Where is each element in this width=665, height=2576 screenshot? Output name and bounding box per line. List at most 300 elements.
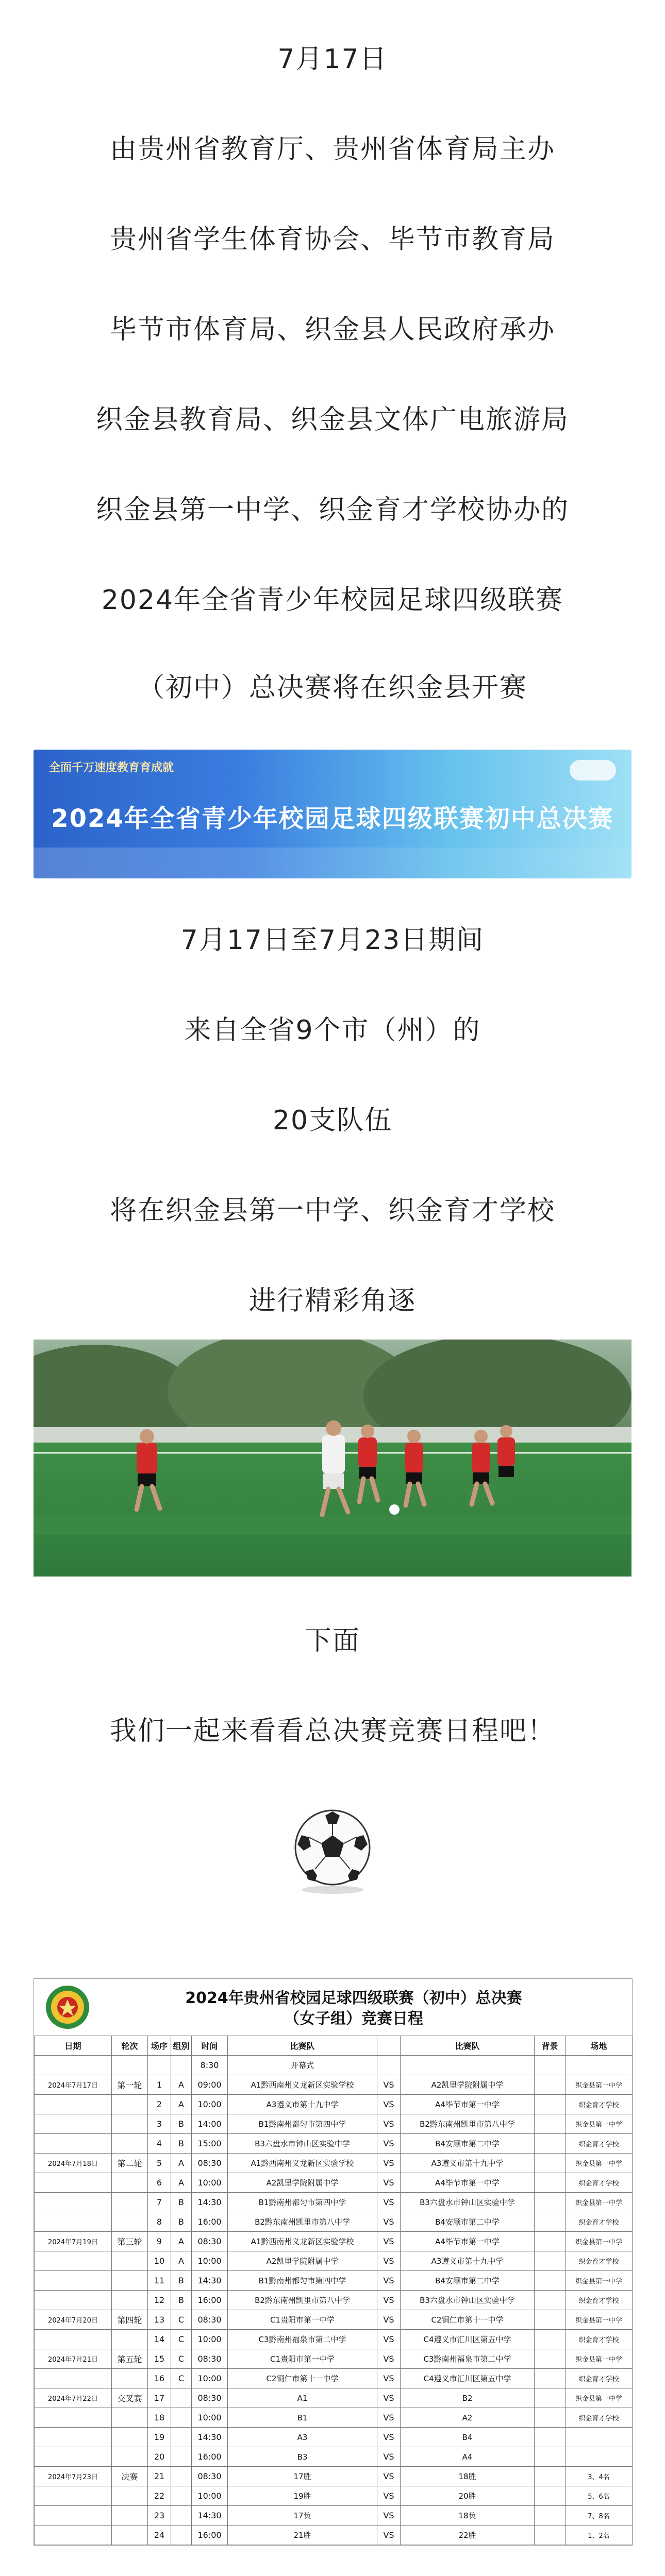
table-row — [35, 2447, 633, 2467]
schedule-table — [34, 2036, 633, 2545]
table-cell: 10:00 — [192, 2369, 228, 2388]
table-cell — [535, 2369, 566, 2388]
table-header-cell: 比赛队 — [401, 2036, 535, 2056]
table-cell — [535, 2193, 566, 2212]
table-cell: A2凯里学院附属中学 — [228, 2251, 377, 2271]
banner-title: 2024年全省青少年校园足球四级联赛初中总决赛 — [51, 804, 614, 833]
table-cell — [35, 2056, 112, 2075]
table-cell — [535, 2408, 566, 2428]
table-cell: 21 — [148, 2467, 171, 2486]
table-cell: 第四轮 — [112, 2310, 148, 2330]
table-cell: 2024年7月17日 — [35, 2075, 112, 2095]
table-cell — [112, 2369, 148, 2388]
table-cell: 10:00 — [192, 2408, 228, 2428]
table-cell: B1黔南州都匀市第四中学 — [228, 2271, 377, 2291]
table-cell: B2 — [401, 2388, 535, 2408]
table-cell: 1 — [148, 2075, 171, 2095]
table-cell — [401, 2056, 535, 2075]
table-row — [35, 2369, 633, 2388]
table-cell: A3遵义市第十九中学 — [228, 2095, 377, 2114]
table-cell — [535, 2075, 566, 2095]
table-cell: C2铜仁市第十一中学 — [228, 2369, 377, 2388]
table-cell — [535, 2330, 566, 2349]
table-cell: A4毕节市第一中学 — [401, 2232, 535, 2251]
table-cell: A — [171, 2075, 192, 2095]
event-banner — [34, 750, 631, 878]
schedule-title-line2: （女子组）竞赛日程 — [284, 2010, 423, 2028]
table-cell — [535, 2232, 566, 2251]
table-cell — [35, 2193, 112, 2212]
table-cell — [112, 2291, 148, 2310]
table-cell — [535, 2095, 566, 2114]
table-cell — [535, 2134, 566, 2154]
middle-line-2: 来自全省9个市（州）的 — [184, 1015, 481, 1046]
table-cell — [35, 2330, 112, 2349]
intro-line-6: 织金县第一中学、织金育才学校协办的 — [95, 495, 569, 526]
table-cell: 17 — [148, 2388, 171, 2408]
table-header-cell: 轮次 — [112, 2036, 148, 2056]
table-header-cell: 组别 — [171, 2036, 192, 2056]
table-row — [35, 2388, 633, 2408]
table-row — [35, 2428, 633, 2447]
table-cell — [535, 2251, 566, 2271]
table-cell — [112, 2447, 148, 2467]
intro-line-5: 织金县教育局、织金县文体广电旅游局 — [95, 404, 569, 435]
table-cell: 18负 — [401, 2506, 535, 2526]
table-cell — [535, 2467, 566, 2486]
table-cell: VS — [377, 2173, 401, 2193]
table-cell: 织金县第一中学 — [566, 2349, 633, 2369]
table-cell: VS — [377, 2271, 401, 2291]
table-cell — [112, 2173, 148, 2193]
table-cell: 织金县第一中学 — [566, 2114, 633, 2134]
table-cell — [148, 2056, 171, 2075]
table-cell: 1、2名 — [566, 2526, 633, 2545]
table-cell — [171, 2408, 192, 2428]
table-cell: VS — [377, 2467, 401, 2486]
table-cell — [535, 2114, 566, 2134]
table-cell — [35, 2251, 112, 2271]
table-cell: A2凯里学院附属中学 — [401, 2075, 535, 2095]
table-cell: A1黔西南州义龙新区实验学校 — [228, 2232, 377, 2251]
table-cell: A — [171, 2251, 192, 2271]
table-cell: B1黔南州都匀市第四中学 — [228, 2193, 377, 2212]
table-cell — [171, 2388, 192, 2408]
table-cell: 6 — [148, 2173, 171, 2193]
table-row — [35, 2075, 633, 2095]
table-row — [35, 2271, 633, 2291]
table-cell: A2 — [401, 2408, 535, 2428]
table-cell: 织金县第一中学 — [566, 2271, 633, 2291]
middle-line-4: 将在织金县第一中学、织金育才学校 — [109, 1195, 555, 1226]
outro-line-1: 下面 — [304, 1625, 360, 1656]
table-row — [35, 2467, 633, 2486]
table-cell: 2024年7月21日 — [35, 2349, 112, 2369]
table-cell: VS — [377, 2114, 401, 2134]
table-row — [35, 2330, 633, 2349]
middle-line-5: 进行精彩角逐 — [248, 1285, 416, 1316]
table-cell: B2黔东南州凯里市第八中学 — [228, 2291, 377, 2310]
intro-line-1: 7月17日 — [277, 44, 388, 75]
table-cell: 织金县第一中学 — [566, 2193, 633, 2212]
table-cell: VS — [377, 2428, 401, 2447]
table-cell: 10:00 — [192, 2486, 228, 2506]
table-cell: 15:00 — [192, 2134, 228, 2154]
banner-wave — [34, 848, 631, 878]
table-cell: 织金育才学校 — [566, 2330, 633, 2349]
table-cell: 18胜 — [401, 2467, 535, 2486]
table-cell: A — [171, 2095, 192, 2114]
table-header-cell: 背景 — [535, 2036, 566, 2056]
table-cell — [535, 2388, 566, 2408]
table-cell: 16 — [148, 2369, 171, 2388]
table-row — [35, 2310, 633, 2330]
table-cell — [377, 2056, 401, 2075]
table-cell: 织金县第一中学 — [566, 2388, 633, 2408]
table-cell: B4安顺市第二中学 — [401, 2271, 535, 2291]
table-cell: A4 — [401, 2447, 535, 2467]
table-cell: VS — [377, 2408, 401, 2428]
table-cell — [35, 2134, 112, 2154]
table-cell: C — [171, 2369, 192, 2388]
table-cell: A4毕节市第一中学 — [401, 2173, 535, 2193]
table-cell: VS — [377, 2291, 401, 2310]
table-cell — [35, 2291, 112, 2310]
table-cell: 2024年7月19日 — [35, 2232, 112, 2251]
middle-line-1: 7月17日至7月23日期间 — [180, 925, 485, 956]
intro-line-7: 2024年全省青少年校园足球四级联赛 — [101, 585, 564, 616]
table-cell: B4安顺市第二中学 — [401, 2212, 535, 2232]
football-match-photo — [34, 1340, 631, 1577]
table-cell: 织金育才学校 — [566, 2408, 633, 2428]
table-cell — [535, 2428, 566, 2447]
table-cell: 08:30 — [192, 2232, 228, 2251]
table-cell: 20 — [148, 2447, 171, 2467]
table-cell: B — [171, 2212, 192, 2232]
table-row — [35, 2134, 633, 2154]
table-cell: B — [171, 2193, 192, 2212]
table-cell: VS — [377, 2447, 401, 2467]
table-cell — [35, 2212, 112, 2232]
table-cell — [535, 2212, 566, 2232]
table-cell: VS — [377, 2154, 401, 2173]
table-cell: 织金县第一中学 — [566, 2232, 633, 2251]
table-cell: VS — [377, 2095, 401, 2114]
table-cell — [112, 2330, 148, 2349]
table-cell: B4 — [401, 2428, 535, 2447]
table-cell: B — [171, 2271, 192, 2291]
table-cell — [112, 2526, 148, 2545]
table-cell — [566, 2447, 633, 2467]
table-cell: A4毕节市第一中学 — [401, 2095, 535, 2114]
table-cell: C — [171, 2349, 192, 2369]
table-cell — [112, 2056, 148, 2075]
schedule-title-line1: 2024年贵州省校园足球四级联赛（初中）总决赛 — [185, 1989, 522, 2007]
table-cell: 决赛 — [112, 2467, 148, 2486]
table-cell: A3遵义市第十九中学 — [401, 2154, 535, 2173]
intro-line-2: 由贵州省教育厅、贵州省体育局主办 — [109, 134, 555, 165]
table-cell: VS — [377, 2486, 401, 2506]
table-cell — [35, 2271, 112, 2291]
table-cell: B — [171, 2134, 192, 2154]
table-cell: 交叉赛 — [112, 2388, 148, 2408]
table-cell: C — [171, 2330, 192, 2349]
table-cell: 3 — [148, 2114, 171, 2134]
table-cell — [112, 2193, 148, 2212]
table-row — [35, 2154, 633, 2173]
table-cell: 8 — [148, 2212, 171, 2232]
table-cell: C3黔南州福泉市第二中学 — [228, 2330, 377, 2349]
table-cell: 14:30 — [192, 2506, 228, 2526]
table-cell — [35, 2173, 112, 2193]
table-cell: C1贵阳市第一中学 — [228, 2349, 377, 2369]
schedule-girls — [34, 1978, 633, 2546]
table-cell — [35, 2526, 112, 2545]
table-cell: 开幕式 — [228, 2056, 377, 2075]
table-cell: VS — [377, 2212, 401, 2232]
table-cell: B3六盘水市钟山区实验中学 — [228, 2134, 377, 2154]
table-cell — [112, 2486, 148, 2506]
table-cell — [112, 2506, 148, 2526]
table-cell: C4遵义市汇川区第五中学 — [401, 2330, 535, 2349]
table-cell: 织金育才学校 — [566, 2369, 633, 2388]
table-cell: 织金育才学校 — [566, 2291, 633, 2310]
table-cell — [566, 2428, 633, 2447]
table-cell: 14:30 — [192, 2428, 228, 2447]
table-cell: 2024年7月20日 — [35, 2310, 112, 2330]
table-cell — [35, 2369, 112, 2388]
table-row — [35, 2056, 633, 2075]
intro-line-8: （初中）总决赛将在织金县开赛 — [137, 672, 527, 703]
intro-line-3: 贵州省学生体育协会、毕节市教育局 — [109, 224, 555, 255]
table-cell: B — [171, 2291, 192, 2310]
table-cell: 10 — [148, 2251, 171, 2271]
table-cell: VS — [377, 2349, 401, 2369]
table-cell: A — [171, 2173, 192, 2193]
table-header-cell — [377, 2036, 401, 2056]
table-cell: 5、6名 — [566, 2486, 633, 2506]
table-cell: B4安顺市第二中学 — [401, 2134, 535, 2154]
outro-line-2: 我们一起来看看总决赛竞赛日程吧！ — [109, 1716, 555, 1747]
table-cell — [171, 2428, 192, 2447]
table-header-cell: 日期 — [35, 2036, 112, 2056]
table-cell — [171, 2056, 192, 2075]
table-cell: 13 — [148, 2310, 171, 2330]
table-cell: 17负 — [228, 2506, 377, 2526]
table-header-cell: 场地 — [566, 2036, 633, 2056]
table-cell — [35, 2095, 112, 2114]
table-cell: 08:30 — [192, 2388, 228, 2408]
table-cell: VS — [377, 2369, 401, 2388]
schedule-title — [96, 1988, 611, 2029]
table-header-cell: 时间 — [192, 2036, 228, 2056]
table-header-cell: 场序 — [148, 2036, 171, 2056]
table-row — [35, 2212, 633, 2232]
table-cell: 7 — [148, 2193, 171, 2212]
table-cell: 17胜 — [228, 2467, 377, 2486]
table-row — [35, 2349, 633, 2369]
table-cell: 织金育才学校 — [566, 2212, 633, 2232]
middle-line-3: 20支队伍 — [272, 1105, 393, 1136]
table-cell — [112, 2114, 148, 2134]
table-header-cell: 比赛队 — [228, 2036, 377, 2056]
table-cell — [112, 2095, 148, 2114]
table-cell: VS — [377, 2193, 401, 2212]
table-cell — [171, 2447, 192, 2467]
table-cell — [35, 2486, 112, 2506]
table-cell: 19 — [148, 2428, 171, 2447]
table-cell: A1 — [228, 2388, 377, 2408]
soccer-ball-icon — [286, 1803, 379, 1896]
table-cell: C4遵义市汇川区第五中学 — [401, 2369, 535, 2388]
table-cell: A1黔西南州义龙新区实验学校 — [228, 2075, 377, 2095]
table-cell: 织金县第一中学 — [566, 2075, 633, 2095]
table-cell: 20胜 — [401, 2486, 535, 2506]
table-cell: 22 — [148, 2486, 171, 2506]
table-cell: C — [171, 2310, 192, 2330]
table-cell: 16:00 — [192, 2526, 228, 2545]
table-cell: B1黔南州都匀市第四中学 — [228, 2114, 377, 2134]
table-cell: 22胜 — [401, 2526, 535, 2545]
table-cell: VS — [377, 2526, 401, 2545]
table-cell — [112, 2271, 148, 2291]
table-cell — [535, 2310, 566, 2330]
table-cell: 2024年7月18日 — [35, 2154, 112, 2173]
table-cell: VS — [377, 2232, 401, 2251]
table-cell — [171, 2486, 192, 2506]
table-cell: 2024年7月22日 — [35, 2388, 112, 2408]
table-cell — [535, 2526, 566, 2545]
table-cell: 08:30 — [192, 2154, 228, 2173]
table-cell — [35, 2428, 112, 2447]
table-cell: 织金县第一中学 — [566, 2154, 633, 2173]
table-row — [35, 2251, 633, 2271]
table-cell — [112, 2251, 148, 2271]
table-cell: 10:00 — [192, 2251, 228, 2271]
table-cell — [535, 2291, 566, 2310]
table-cell: 16:00 — [192, 2212, 228, 2232]
table-cell: 08:30 — [192, 2467, 228, 2486]
table-cell: 09:00 — [192, 2075, 228, 2095]
table-cell — [112, 2134, 148, 2154]
table-cell: 14 — [148, 2330, 171, 2349]
table-cell: A — [171, 2232, 192, 2251]
table-cell: C2铜仁市第十一中学 — [401, 2310, 535, 2330]
table-cell: 4 — [148, 2134, 171, 2154]
table-cell — [535, 2349, 566, 2369]
table-cell: 08:30 — [192, 2349, 228, 2369]
table-cell: B1 — [228, 2408, 377, 2428]
table-cell: 08:30 — [192, 2310, 228, 2330]
table-cell: B — [171, 2114, 192, 2134]
table-cell: 织金育才学校 — [566, 2134, 633, 2154]
table-cell: B3六盘水市钟山区实验中学 — [401, 2193, 535, 2212]
table-cell — [35, 2408, 112, 2428]
table-cell: 23 — [148, 2506, 171, 2526]
table-cell: 14:30 — [192, 2271, 228, 2291]
table-cell: VS — [377, 2134, 401, 2154]
table-cell — [535, 2173, 566, 2193]
table-cell: VS — [377, 2251, 401, 2271]
table-cell: 第一轮 — [112, 2075, 148, 2095]
table-cell: A2凯里学院附属中学 — [228, 2173, 377, 2193]
table-cell — [112, 2408, 148, 2428]
table-cell: B2黔东南州凯里市第八中学 — [401, 2114, 535, 2134]
table-cell: 14:00 — [192, 2114, 228, 2134]
table-cell: 10:00 — [192, 2330, 228, 2349]
table-cell — [535, 2506, 566, 2526]
table-row — [35, 2506, 633, 2526]
banner-subtitle: 全面千万速度教育育成就 — [49, 761, 174, 774]
table-cell: 19胜 — [228, 2486, 377, 2506]
table-cell: 织金育才学校 — [566, 2173, 633, 2193]
table-cell: 10:00 — [192, 2095, 228, 2114]
table-cell: 14:30 — [192, 2193, 228, 2212]
table-cell: A — [171, 2154, 192, 2173]
table-cell: VS — [377, 2388, 401, 2408]
table-cell — [535, 2056, 566, 2075]
table-cell — [35, 2447, 112, 2467]
table-cell — [535, 2486, 566, 2506]
banner-logo-icon — [570, 760, 616, 781]
table-cell: B2黔东南州凯里市第八中学 — [228, 2212, 377, 2232]
table-cell — [535, 2447, 566, 2467]
table-cell: 织金县第一中学 — [566, 2310, 633, 2330]
table-cell: 15 — [148, 2349, 171, 2369]
table-cell — [171, 2467, 192, 2486]
table-cell: C3黔南州福泉市第二中学 — [401, 2349, 535, 2369]
table-cell: 织金育才学校 — [566, 2095, 633, 2114]
table-row — [35, 2173, 633, 2193]
table-cell: 2 — [148, 2095, 171, 2114]
table-cell: 第五轮 — [112, 2349, 148, 2369]
table-cell — [112, 2212, 148, 2232]
table-cell: 5 — [148, 2154, 171, 2173]
table-header-row — [35, 2036, 633, 2056]
table-cell: 10:00 — [192, 2173, 228, 2193]
table-cell: 8:30 — [192, 2056, 228, 2075]
table-cell — [112, 2428, 148, 2447]
table-cell: 11 — [148, 2271, 171, 2291]
table-cell: 第三轮 — [112, 2232, 148, 2251]
table-cell: 织金育才学校 — [566, 2251, 633, 2271]
table-row — [35, 2526, 633, 2545]
table-row — [35, 2232, 633, 2251]
table-row — [35, 2193, 633, 2212]
table-cell: VS — [377, 2310, 401, 2330]
table-cell: VS — [377, 2075, 401, 2095]
table-cell: 12 — [148, 2291, 171, 2310]
table-cell: B3 — [228, 2447, 377, 2467]
table-row — [35, 2095, 633, 2114]
table-row — [35, 2408, 633, 2428]
table-cell — [566, 2056, 633, 2075]
table-cell: 第二轮 — [112, 2154, 148, 2173]
table-cell: A3遵义市第十九中学 — [401, 2251, 535, 2271]
table-cell: 3、4名 — [566, 2467, 633, 2486]
table-cell: 21胜 — [228, 2526, 377, 2545]
table-cell — [35, 2114, 112, 2134]
table-cell: B3六盘水市钟山区实验中学 — [401, 2291, 535, 2310]
table-cell: 24 — [148, 2526, 171, 2545]
table-cell — [35, 2506, 112, 2526]
table-cell — [171, 2506, 192, 2526]
table-cell: A3 — [228, 2428, 377, 2447]
table-cell: 9 — [148, 2232, 171, 2251]
intro-line-4: 毕节市体育局、织金县人民政府承办 — [109, 314, 555, 345]
table-cell: 16:00 — [192, 2291, 228, 2310]
table-cell: VS — [377, 2330, 401, 2349]
